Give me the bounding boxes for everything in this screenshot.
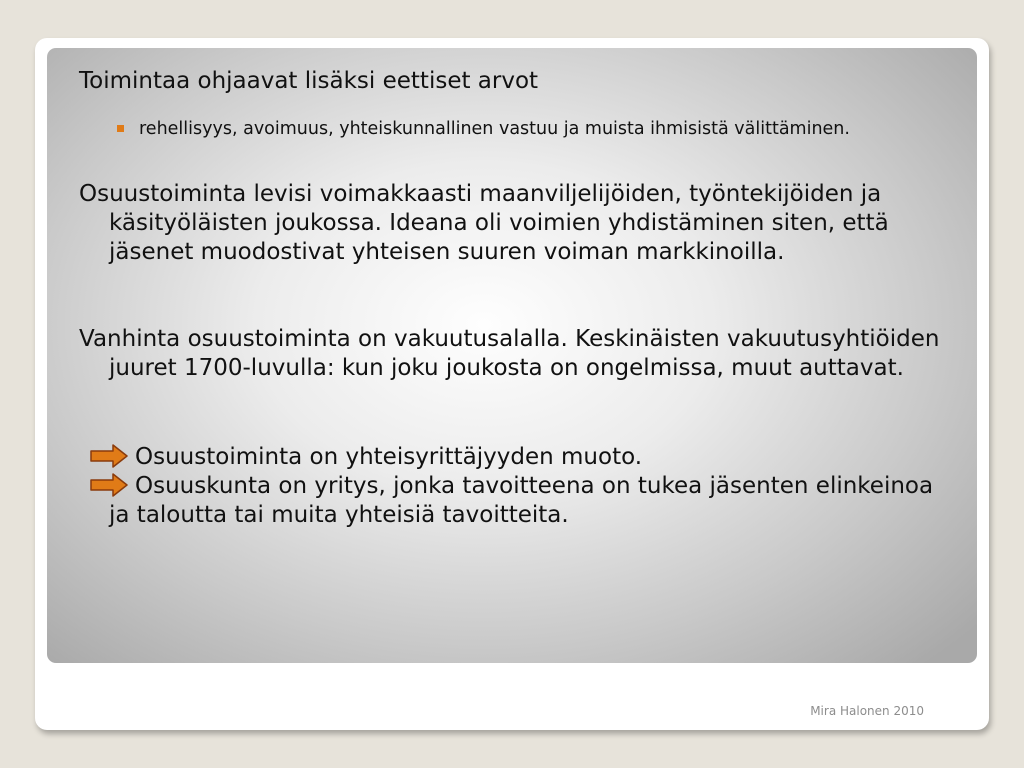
arrow-points <box>79 443 949 530</box>
paragraph-insurance: Vanhinta osuustoiminta on vakuutusalalla. Keskinäisten vakuutusyhtiöiden juuret 1700-luvulla: kun joku joukosta on ongelmissa, muut auttavat. <box>79 326 940 381</box>
arrow-point-text: Osuuskunta on yritys, jonka tavoitteena on tukea jäsenten elinkeinoa ja taloutta tai muita yhteisiä tavoitteita. <box>109 473 934 528</box>
square-bullet-icon <box>117 125 124 132</box>
footer-credit: Mira Halonen 2010 <box>810 704 924 718</box>
right-arrow-icon <box>89 473 129 497</box>
arrow-point-item <box>79 472 949 530</box>
content-panel <box>47 48 977 663</box>
sub-bullet-text: rehellisyys, avoimuus, yhteiskunnallinen vastuu ja muista ihmisistä välittäminen. <box>139 119 850 139</box>
slide-heading: Toimintaa ohjaavat lisäksi eettiset arvot <box>79 68 539 94</box>
arrow-point-text: Osuustoiminta on yhteisyrittäjyyden muoto. <box>135 444 643 470</box>
right-arrow-icon <box>89 444 129 468</box>
paragraph-cooperative-spread: Osuustoiminta levisi voimakkaasti maanviljelijöiden, työntekijöiden ja käsityöläisten joukossa. Ideana oli voimien yhdistäminen siten, että jäsenet muodostivat yhteisen suuren voiman markkinoilla. <box>79 181 889 265</box>
sub-bullet-item <box>117 118 969 140</box>
arrow-point-item <box>79 443 949 472</box>
